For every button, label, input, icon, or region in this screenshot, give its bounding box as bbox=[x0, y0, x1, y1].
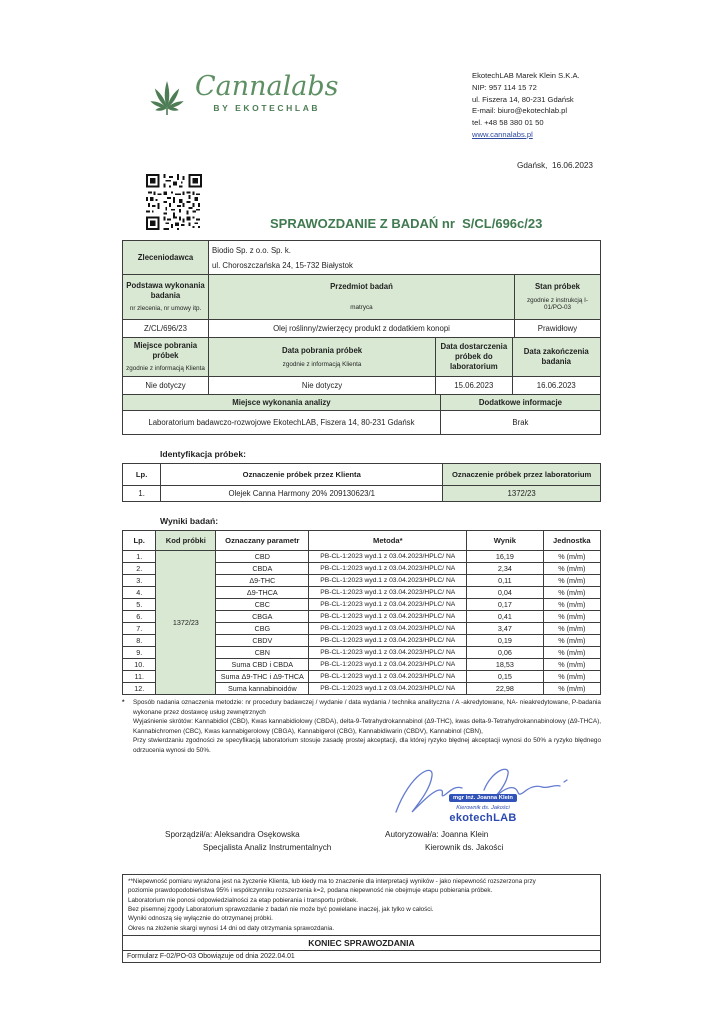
authorized-by bbox=[385, 830, 503, 852]
disclaimer-box bbox=[122, 874, 601, 937]
header-sampling-date-title: Data pobrania próbek bbox=[281, 345, 363, 355]
form-footer: Formularz F-02/PO-03 Obowiązuje od dnia 2022.04.01 bbox=[122, 951, 601, 963]
results-heading: Wyniki badań: bbox=[160, 516, 219, 526]
header-basis bbox=[123, 275, 209, 320]
lab-email: E-mail: biuro@ekotechlab.pl bbox=[472, 106, 568, 116]
table-row bbox=[123, 377, 601, 395]
authorized-name: Joanna Klein bbox=[440, 829, 489, 839]
col-result: Wynik bbox=[467, 531, 543, 551]
method: PB-CL-1:2023 wyd.1 z 03.04.2023/HPLC/ NA bbox=[309, 563, 467, 575]
identification-heading: Identyfikacja próbek: bbox=[160, 449, 246, 459]
brand-subtitle: BY EKOTECHLAB bbox=[213, 103, 321, 113]
header-additional-info: Dodatkowe informacje bbox=[440, 395, 600, 411]
table-header-row bbox=[123, 464, 601, 486]
delivery-date: 15.06.2023 bbox=[436, 377, 512, 395]
signature-block bbox=[122, 760, 601, 866]
lab-nip: NIP: 957 114 15 72 bbox=[472, 82, 537, 92]
unit: % (m/m) bbox=[543, 587, 600, 599]
lab-address: ul. Fiszera 14, 80-231 Gdańsk bbox=[472, 94, 574, 104]
col-lp: Lp. bbox=[123, 464, 161, 486]
disclaimer-line: Bez pisemnej zgody Laboratorium sprawozdanie z badań nie może być powielane inaczej, jak tylko w całości. bbox=[128, 905, 434, 913]
disclaimer-line: **Niepewność pomiaru wyrażona jest na życzenie Klienta, lub kiedy ma to znaczenie dla interpretacji wyników - jako niepewność rozszerzona przy bbox=[128, 877, 536, 885]
footnote-marker: * bbox=[122, 699, 125, 706]
client-label: Zleceniodawca bbox=[123, 241, 209, 275]
header-sampling-place-sub: zgodnie z informacją Klienta bbox=[126, 365, 205, 373]
unit: % (m/m) bbox=[543, 599, 600, 611]
table-row bbox=[123, 338, 601, 377]
footnote-line: Przy stwierdzaniu zgodności ze specyfikacją laboratorium stosuje zasadę prostej akceptacji, dla której ryzyko błędnej akceptacji wynosi do 50% a ryzyko błędnego odrzucenia wynosi do 50%. bbox=[133, 737, 601, 755]
method: PB-CL-1:2023 wyd.1 z 03.04.2023/HPLC/ NA bbox=[309, 611, 467, 623]
stamp-name: mgr inż. Joanna Klein bbox=[449, 794, 517, 802]
header-subject-sub: matryca bbox=[350, 304, 373, 312]
row-lp: 5. bbox=[123, 599, 156, 611]
header-subject-title: Przedmiot badań bbox=[330, 282, 393, 292]
completion-date: 16.06.2023 bbox=[512, 377, 600, 395]
header-subject bbox=[209, 275, 515, 320]
results-table bbox=[122, 530, 601, 695]
client-table bbox=[122, 240, 601, 275]
prepared-by bbox=[165, 830, 331, 852]
result-value: 0,11 bbox=[467, 575, 543, 587]
unit: % (m/m) bbox=[543, 683, 600, 695]
parameter: Suma CBD i CBDA bbox=[216, 659, 309, 671]
unit: % (m/m) bbox=[543, 563, 600, 575]
header-sampling-date bbox=[209, 338, 436, 377]
row-lp: 9. bbox=[123, 647, 156, 659]
result-value: 0,19 bbox=[467, 635, 543, 647]
disclaimer-line: Wyniki odnoszą się wyłącznie do otrzymanej próbki. bbox=[128, 915, 273, 923]
header-basis-sub: nr zlecenia, nr umowy itp. bbox=[129, 305, 202, 313]
col-parameter: Oznaczany parametr bbox=[216, 531, 309, 551]
parameter: Suma Δ9-THC i Δ9-THCA bbox=[216, 671, 309, 683]
prepared-label: Sporządził/a: bbox=[165, 829, 213, 839]
col-unit: Jednostka bbox=[543, 531, 600, 551]
client-name: Biodio Sp. z o.o. Sp. k. bbox=[212, 245, 291, 255]
col-sample-code: Kod próbki bbox=[156, 531, 216, 551]
parameter: Δ9-THC bbox=[216, 575, 309, 587]
unit: % (m/m) bbox=[543, 575, 600, 587]
table-row bbox=[123, 275, 601, 320]
method: PB-CL-1:2023 wyd.1 z 03.04.2023/HPLC/ NA bbox=[309, 623, 467, 635]
disclaimer-line: poziomie prawdopodobieństwa 95% i współczynniku rozszerzenia k=2, podana niepewność nie obejmuje etapu pobierania próbek. bbox=[128, 887, 493, 895]
result-value: 0,41 bbox=[467, 611, 543, 623]
city-date: Gdańsk, 16.06.2023 bbox=[516, 161, 593, 170]
end-of-report-label: KONIEC SPRAWOZDANIA bbox=[122, 936, 601, 951]
prepared-name: Aleksandra Osękowska bbox=[214, 829, 300, 839]
unit: % (m/m) bbox=[543, 635, 600, 647]
header-sample-state-title: Stan próbek bbox=[534, 282, 580, 292]
col-method: Metoda* bbox=[309, 531, 467, 551]
table-row bbox=[123, 320, 601, 338]
parameter: CBDV bbox=[216, 635, 309, 647]
report-body bbox=[122, 240, 601, 963]
parameter: CBG bbox=[216, 623, 309, 635]
brand-logo bbox=[146, 72, 339, 127]
col-client-code: Oznaczenie próbek przez Klienta bbox=[161, 464, 443, 486]
report-title: SPRAWOZDANIE Z BADAŃ nr S/CL/696c/23 bbox=[270, 216, 543, 231]
table-row bbox=[123, 551, 601, 563]
col-lp: Lp. bbox=[123, 531, 156, 551]
header-analysis-place: Miejsce wykonania analizy bbox=[123, 395, 441, 411]
row-lp: 10. bbox=[123, 659, 156, 671]
result-value: 3,47 bbox=[467, 623, 543, 635]
unit: % (m/m) bbox=[543, 671, 600, 683]
row-lp: 8. bbox=[123, 635, 156, 647]
unit: % (m/m) bbox=[543, 623, 600, 635]
row-lp: 11. bbox=[123, 671, 156, 683]
parameter: Δ9-THCA bbox=[216, 587, 309, 599]
brand-name: Cannalabs bbox=[195, 71, 339, 102]
cannabis-leaf-icon bbox=[146, 72, 188, 127]
stamp-role: Kierownik ds. Jakości bbox=[456, 804, 510, 811]
additional-info: Brak bbox=[440, 411, 600, 435]
lab-website-link[interactable]: www.cannalabs.pl bbox=[472, 129, 533, 139]
result-value: 22,98 bbox=[467, 683, 543, 695]
table-row bbox=[123, 411, 601, 435]
header-sampling-place bbox=[123, 338, 209, 377]
parameter: CBD bbox=[216, 551, 309, 563]
method-footnote bbox=[122, 698, 601, 756]
sampling-date: Nie dotyczy bbox=[209, 377, 436, 395]
result-value: 0,06 bbox=[467, 647, 543, 659]
table-row bbox=[123, 395, 601, 411]
identification-table bbox=[122, 463, 601, 502]
row-lp: 3. bbox=[123, 575, 156, 587]
info-table-location bbox=[122, 394, 601, 435]
method: PB-CL-1:2023 wyd.1 z 03.04.2023/HPLC/ NA bbox=[309, 551, 467, 563]
lab-phone: tel. +48 58 380 01 50 bbox=[472, 118, 544, 128]
result-value: 16,19 bbox=[467, 551, 543, 563]
unit: % (m/m) bbox=[543, 647, 600, 659]
col-lab-code: Oznaczenie próbek przez laboratorium bbox=[443, 464, 601, 486]
prepared-role: Specjalista Analiz Instrumentalnych bbox=[203, 842, 332, 852]
test-subject: Olej roślinny/zwierzęcy produkt z dodatkiem konopi bbox=[209, 320, 515, 338]
authorized-role: Kierownik ds. Jakości bbox=[425, 842, 504, 852]
row-lp: 6. bbox=[123, 611, 156, 623]
method: PB-CL-1:2023 wyd.1 z 03.04.2023/HPLC/ NA bbox=[309, 635, 467, 647]
method: PB-CL-1:2023 wyd.1 z 03.04.2023/HPLC/ NA bbox=[309, 575, 467, 587]
result-value: 0,15 bbox=[467, 671, 543, 683]
header-completion-date: Data zakończenia badania bbox=[512, 338, 600, 377]
row-lp: 7. bbox=[123, 623, 156, 635]
id-lp: 1. bbox=[123, 486, 161, 502]
header-sampling-date-sub: zgodnie z informacją Klienta bbox=[282, 360, 362, 368]
row-lp: 1. bbox=[123, 551, 156, 563]
info-table-basis bbox=[122, 274, 601, 338]
parameter: CBC bbox=[216, 599, 309, 611]
order-number: Z/CL/696/23 bbox=[123, 320, 209, 338]
analysis-place: Laboratorium badawczo-rozwojowe EkotechLAB, Fiszera 14, 80-231 Gdańsk bbox=[123, 411, 441, 435]
method: PB-CL-1:2023 wyd.1 z 03.04.2023/HPLC/ NA bbox=[309, 587, 467, 599]
unit: % (m/m) bbox=[543, 659, 600, 671]
quality-manager-stamp bbox=[423, 786, 543, 824]
unit: % (m/m) bbox=[543, 611, 600, 623]
disclaimer-line: Okres na złożenie skargi wynosi 14 dni od daty otrzymania sprawozdania. bbox=[128, 924, 335, 932]
stamp-brand-logo: ekotechLAB bbox=[449, 811, 517, 824]
parameter: Suma kannabinoidów bbox=[216, 683, 309, 695]
id-lab-code: 1372/23 bbox=[443, 486, 601, 502]
client-cell bbox=[209, 241, 601, 275]
client-address: ul. Choroszczańska 24, 15-732 Białystok bbox=[212, 260, 353, 270]
lab-contact-block bbox=[472, 70, 580, 141]
row-lp: 4. bbox=[123, 587, 156, 599]
method: PB-CL-1:2023 wyd.1 z 03.04.2023/HPLC/ NA bbox=[309, 683, 467, 695]
row-lp: 2. bbox=[123, 563, 156, 575]
header-delivery-date: Data dostarczenia próbek do laboratorium bbox=[436, 338, 512, 377]
sample-code: 1372/23 bbox=[156, 551, 216, 695]
result-value: 2,34 bbox=[467, 563, 543, 575]
method: PB-CL-1:2023 wyd.1 z 03.04.2023/HPLC/ NA bbox=[309, 659, 467, 671]
unit: % (m/m) bbox=[543, 551, 600, 563]
sampling-place: Nie dotyczy bbox=[123, 377, 209, 395]
parameter: CBN bbox=[216, 647, 309, 659]
header-basis-title: Podstawa wykonania badania bbox=[126, 280, 205, 300]
sample-state: Prawidłowy bbox=[514, 320, 600, 338]
table-row bbox=[123, 486, 601, 502]
id-client-code: Olejek Canna Harmony 20% 209130623/1 bbox=[161, 486, 443, 502]
disclaimer-line: Laboratorium nie ponosi odpowiedzialności za etap pobierania i transportu próbek. bbox=[128, 896, 358, 904]
footnote-line: Sposób nadania oznaczenia metodzie: nr procedury badawczej / wydanie / data wydania / technika analityczna / A -akredytowane, NA- nieakredytowane, P-badania wykonane przez dostawcę usług zewnętrznych bbox=[133, 699, 601, 716]
result-value: 18,53 bbox=[467, 659, 543, 671]
header-sample-state-sub: zgodnie z instrukcją I-01/PO-03 bbox=[527, 296, 588, 312]
method: PB-CL-1:2023 wyd.1 z 03.04.2023/HPLC/ NA bbox=[309, 671, 467, 683]
table-header-row bbox=[123, 531, 601, 551]
authorized-label: Autoryzował/a: bbox=[385, 829, 439, 839]
row-lp: 12. bbox=[123, 683, 156, 695]
header-sample-state bbox=[514, 275, 600, 320]
qr-code bbox=[146, 174, 202, 230]
footnote-line: Wyjaśnienie skrótów: Kannabidiol (CBD), Kwas kannabidiolowy (CBDA), delta-9-Tetrahydrokannabinol (Δ9-THC), kwas delta-9-Tetrahydrokannabinolowy (Δ9-THCA), Kannabichromen (CBC), Kwas kannabigerolowy (CBGA), Kannabigerol (CBG), Kannabidiwarin (CBDV), Kannabinol (CBN), bbox=[133, 718, 601, 735]
lab-company-name: EkotechLAB Marek Klein S.K.A. bbox=[472, 71, 580, 80]
result-value: 0,17 bbox=[467, 599, 543, 611]
parameter: CBDA bbox=[216, 563, 309, 575]
method: PB-CL-1:2023 wyd.1 z 03.04.2023/HPLC/ NA bbox=[309, 647, 467, 659]
header-sampling-place-title: Miejsce pobrania próbek bbox=[133, 340, 198, 360]
parameter: CBGA bbox=[216, 611, 309, 623]
method: PB-CL-1:2023 wyd.1 z 03.04.2023/HPLC/ NA bbox=[309, 599, 467, 611]
info-table-dates bbox=[122, 337, 601, 395]
result-value: 0,04 bbox=[467, 587, 543, 599]
